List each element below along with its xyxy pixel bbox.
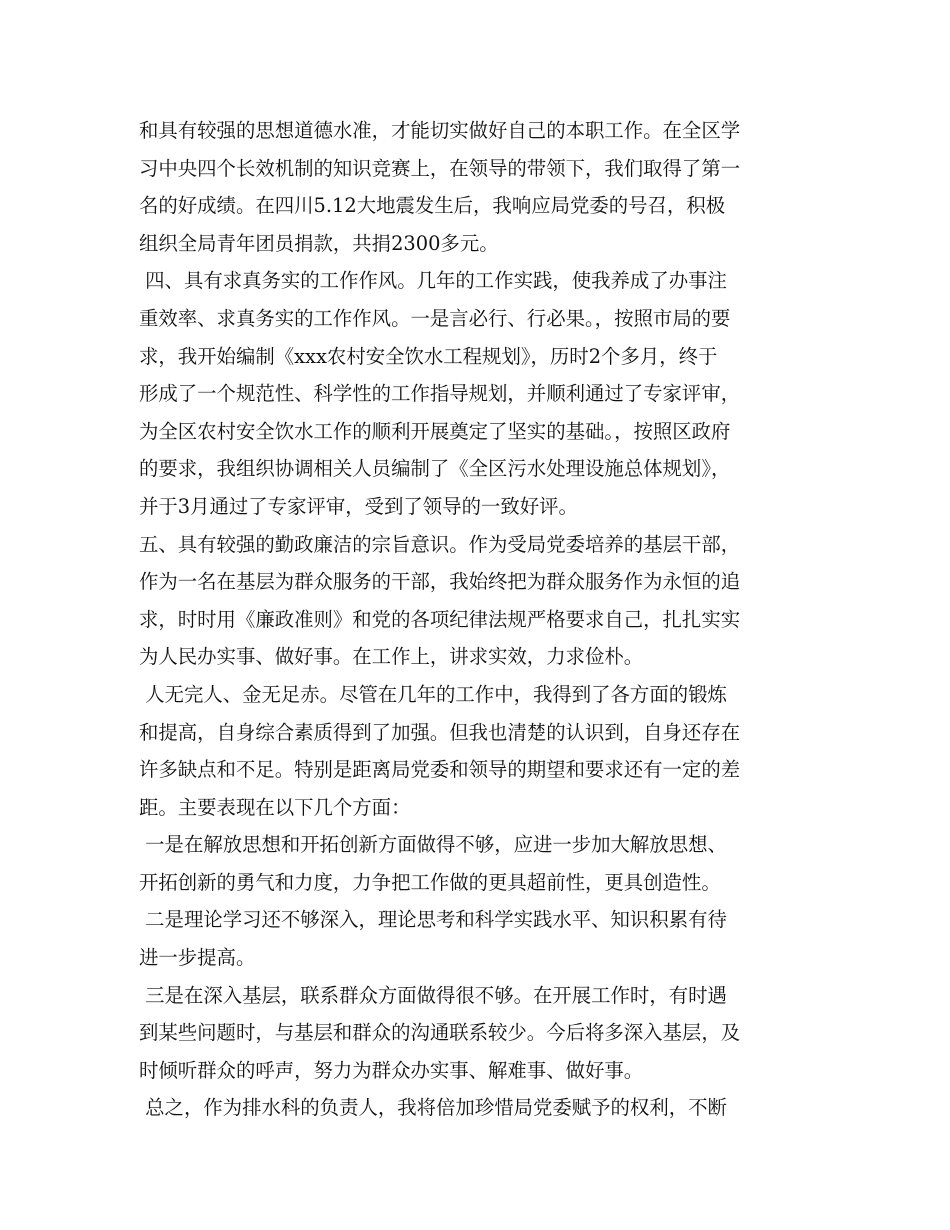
document-body [139,112,819,1127]
text-line: 的要求，我组织协调相关人员编制了《全区污水处理设施总体规划》， [139,457,731,481]
text-line: 四、具有求真务实的工作作风。几年的工作实践，使我养成了办事注 [139,269,727,293]
text-line: 二是理论学习还不够深入，理论思考和科学实践水平、知识积累有待 [139,908,727,932]
text-line: 到某些问题时，与基层和群众的沟通联系较少。今后将多深入基层，及 [139,1021,741,1045]
text-line: 进一步提高。 [139,946,256,970]
text-line: 时倾听群众的呼声，努力为群众办实事、解难事、做好事。 [139,1058,644,1082]
text-line: 许多缺点和不足。特别是距离局党委和领导的期望和要求还有一定的差 [139,758,741,782]
text-line: 形成了一个规范性、科学性的工作指导规划，并顺利通过了专家评审， [139,382,741,406]
text-line: 人无完人、金无足赤。尽管在几年的工作中，我得到了各方面的锻炼 [139,682,727,706]
text-line: 和具有较强的思想道德水准，才能切实做好自己的本职工作。在全区学 [139,119,741,142]
text-line: 距。主要表现在以下几个方面： [139,795,411,819]
text-line: 名的好成绩。在四川5.12大地震发生后，我响应局党委的号召，积极 [139,194,726,218]
text-line: 为全区农村安全饮水工作的顺利开展奠定了坚实的基础。，按照区政府 [139,419,731,443]
text-line: 开拓创新的勇气和力度，力争把工作做的更具超前性，更具创造性。 [139,870,721,894]
text-line: 组织全局青年团员捐款，共捐2300多元。 [139,231,499,255]
text-line: 重效率、求真务实的工作作风。一是言必行、行必果。，按照市局的要 [139,306,731,330]
text-line: 为人民办实事、做好事。在工作上，讲求实效，力求俭朴。 [139,645,644,669]
text-line: 一是在解放思想和开拓创新方面做得不够，应进一步加大解放思想、 [139,833,727,857]
text-line: 习中央四个长效机制的知识竞赛上，在领导的带领下，我们取得了第一 [139,156,741,180]
text-line: 作为一名在基层为群众服务的干部，我始终把为群众服务作为永恒的追 [139,570,741,594]
text-line: 求，我开始编制《xxx农村安全饮水工程规划》，历时2个多月，终于 [139,344,718,368]
text-line: 求，时时用《廉政准则》和党的各项纪律法规严格要求自己，扎扎实实 [139,607,741,631]
text-line: 总之，作为排水科的负责人，我将倍加珍惜局党委赋予的权利，不断 [139,1096,727,1120]
text-line: 三是在深入基层，联系群众方面做得很不够。在开展工作时，有时遇 [139,983,727,1007]
text-line: 并于3月通过了专家评审，受到了领导的一致好评。 [139,494,578,518]
text-line: 和提高，自身综合素质得到了加强。但我也清楚的认识到，自身还存在 [139,720,741,744]
text-line: 五、具有较强的勤政廉洁的宗旨意识。作为受局党委培养的基层干部， [139,532,741,556]
